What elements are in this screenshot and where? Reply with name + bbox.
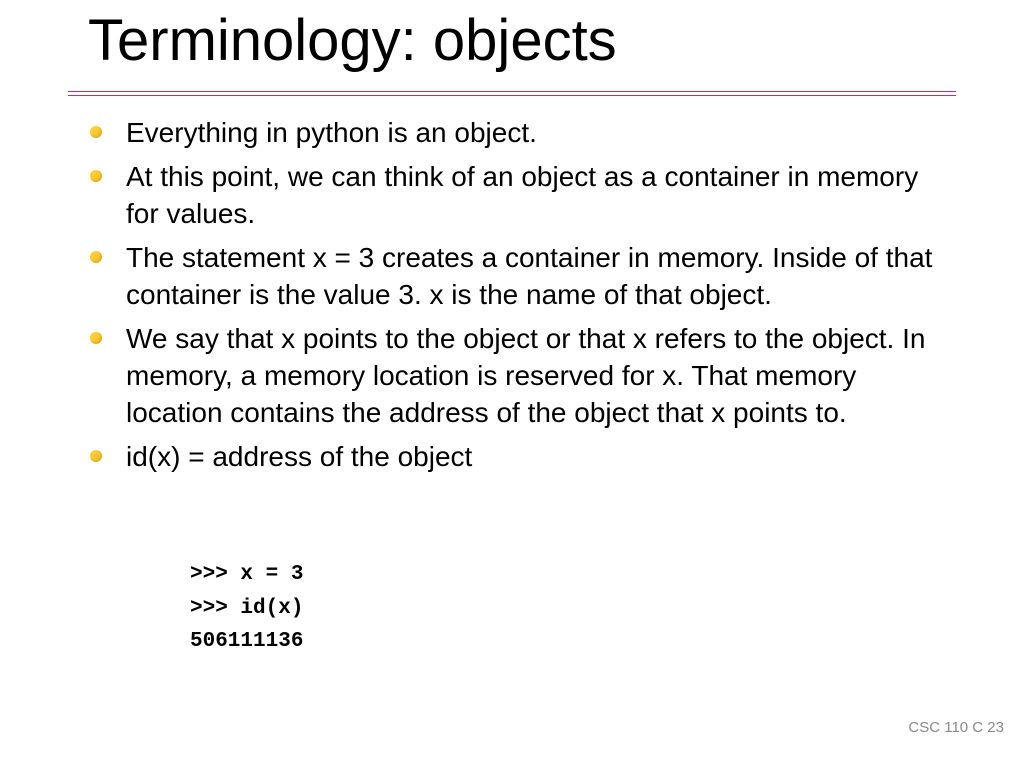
code-line: >>> x = 3 [190, 563, 304, 586]
title-divider [68, 91, 956, 96]
bullet-text: Everything in python is an object. [126, 117, 537, 148]
bullet-text: At this point, we can think of an object as a container in memory for values. [126, 161, 919, 229]
code-line: >>> id(x) [190, 596, 304, 620]
bullet-item [88, 438, 948, 475]
bullet-item [88, 158, 948, 232]
bullet-dot-icon [90, 170, 102, 182]
code-line: 506111136 [190, 630, 304, 653]
slide-footer: CSC 110 C 23 [908, 719, 1004, 736]
code-example [190, 558, 303, 659]
slide-title: Terminology: objects [88, 8, 617, 73]
bullet-dot-icon [90, 450, 102, 462]
bullet-text: id(x) = address of the object [126, 441, 473, 472]
bullet-list [88, 114, 948, 482]
bullet-item [88, 239, 948, 313]
bullet-dot-icon [90, 126, 102, 138]
bullet-item [88, 320, 948, 431]
bullet-text: The statement x = 3 creates a container in memory. Inside of that container is the value 3. x is the name of that object. [126, 242, 933, 310]
bullet-item [88, 114, 948, 151]
bullet-dot-icon [90, 251, 102, 263]
bullet-dot-icon [90, 332, 102, 344]
bullet-text: We say that x points to the object or that x refers to the object. In memory, a memory location is reserved for x. That memory location contains the address of the object that x points to. [126, 323, 926, 428]
